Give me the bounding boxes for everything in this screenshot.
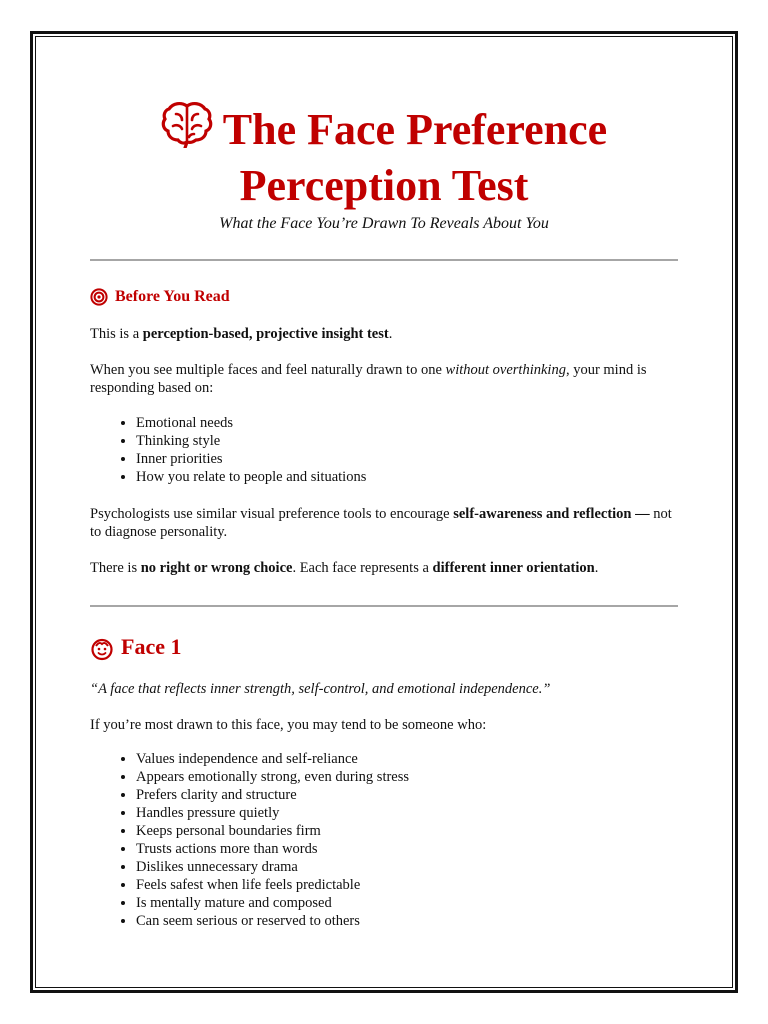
list-item: • Keeps personal boundaries firm [136,822,696,840]
brain-icon [161,100,213,148]
list-item: • Thinking style [136,432,696,450]
responding-list [90,414,696,486]
p2-text-a: When you see multiple faces and feel naturally drawn to one [90,362,446,378]
list-item: • Is mentally mature and composed [136,894,696,912]
face-1-heading [90,634,181,661]
face-icon [90,637,114,661]
divider-2 [90,605,678,607]
page-title [90,100,678,214]
p1-text-c: . [388,326,393,342]
title-line-2: Perception Test [239,161,529,210]
drawn-paragraph [90,361,678,397]
face-1-quote: “A face that reflects inner strength, self-control, and emotional independence.” [90,681,551,697]
title-block [90,100,678,234]
subtitle: What the Face You’re Drawn To Reveals About You [219,215,549,232]
face-1-heading-text: Face 1 [121,634,182,659]
divider-1 [90,259,678,261]
p1-bold: perception-based, projective insight test [142,326,389,342]
p4-bold-2: different inner orientation [432,560,595,576]
list-item: • Handles pressure quietly [136,804,696,822]
p2-italic: without overthinking [445,362,566,378]
list-item: • Prefers clarity and structure [136,786,696,804]
before-heading-text: Before You Read [115,288,230,305]
p3-bold: self-awareness and reflection — [453,506,650,522]
p3-text-a: Psychologists use similar visual preference tools to encourage [90,506,454,522]
no-right-wrong-paragraph [90,559,678,577]
intro-paragraph [90,325,678,343]
list-item: • Dislikes unnecessary drama [136,858,696,876]
p2-text-c: , your mind is responding based on: [90,362,647,396]
list-item: • Can seem serious or reserved to others [136,912,696,930]
face-1-intro: If you’re most drawn to this face, you may tend to be someone who: [90,717,487,733]
list-item: • Inner priorities [136,450,696,468]
list-item: • Emotional needs [136,414,696,432]
p1-text-a: This is a [90,326,143,342]
title-line-1 [90,100,678,158]
p4-text-a: There is [90,560,141,576]
list-item: • Trusts actions more than words [136,840,696,858]
title-line-1-text: The Face Preference [222,105,608,154]
target-icon [90,288,108,306]
list-item: • Values independence and self-reliance [136,750,696,768]
list-item: • Feels safest when life feels predictable [136,876,696,894]
psychologists-paragraph [90,505,678,541]
p4-text-c: . Each face represents a [292,560,433,576]
list-item: • How you relate to people and situations [136,468,696,486]
p4-bold-1: no right or wrong choice [140,560,293,576]
before-you-read-heading [90,288,230,306]
list-item: • Appears emotionally strong, even during stress [136,768,696,786]
p4-text-e: . [594,560,599,576]
face-1-traits-list [90,750,696,930]
p3-text-c: not to diagnose personality. [90,506,672,540]
